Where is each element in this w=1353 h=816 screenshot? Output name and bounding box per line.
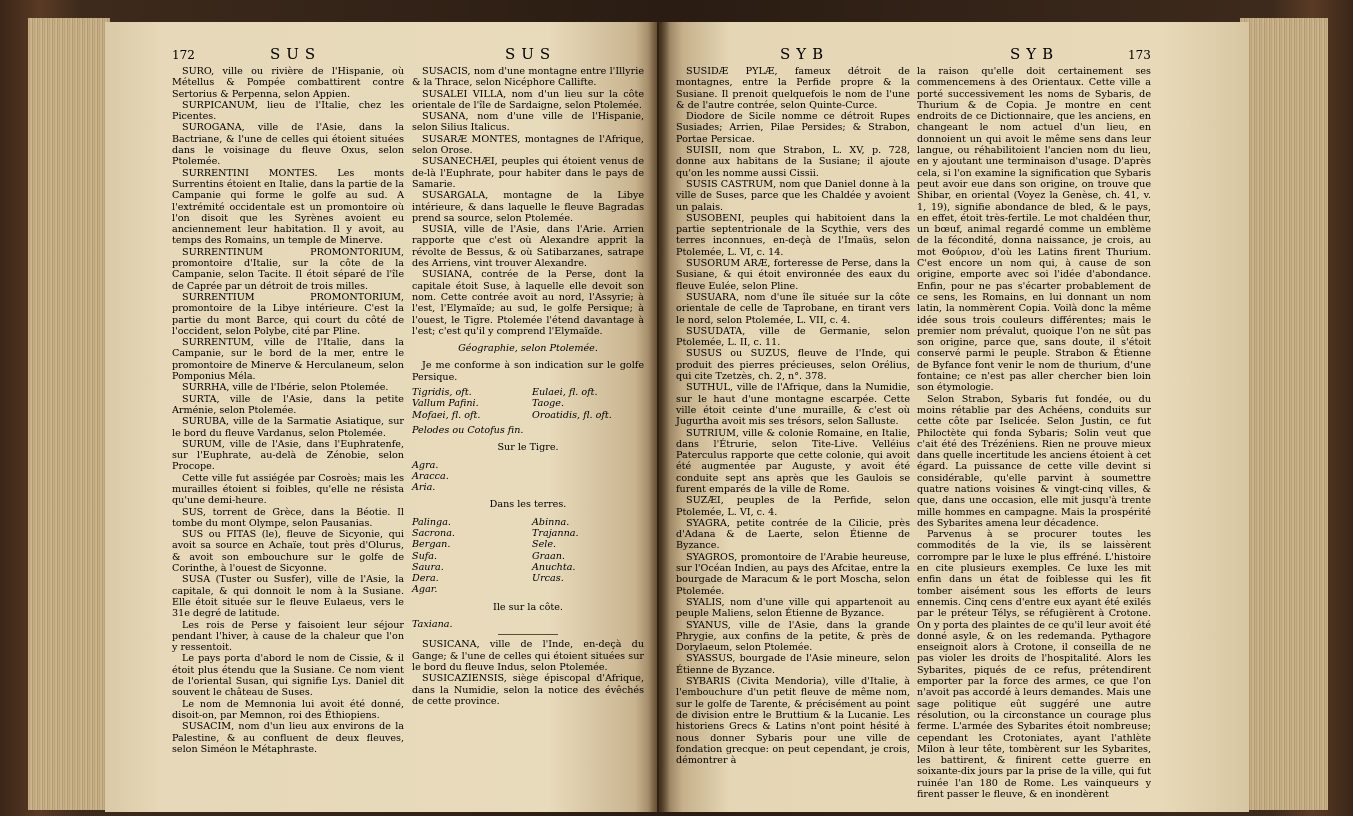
entry: SUSORUM ARÆ, forteresse de Perse, dans la Susiane, & qui étoit environnée des eaux du fleuve Eulée, selon Pline. xyxy=(676,258,910,292)
entry: SYASSUS, bourgade de l'Asie mineure, selon Étienne de Byzance. xyxy=(676,653,910,676)
list-item: Agra. xyxy=(412,459,439,471)
entry: SUZÆI, peuples de la Perfide, selon Ptolemée, L. VI, c. 4. xyxy=(676,495,910,518)
entry: SUSANECHÆI, peuples qui étoient venus de de-là l'Euphrate, pour habiter dans le pays de Samarie. xyxy=(412,156,644,190)
entry: SURO, ville ou rivière de l'Hispanie, où Métellus & Pompée combattirent contre Sertorius & Perpenna, selon Appien. xyxy=(172,66,404,100)
entry: SUSIDÆ PYLÆ, fameux détroit de montagnes, entre la Perfide propre & la Susiane. Il prenoit quelquefois le nom de l'une & de l'autre contrée, selon Quinte-Curce. xyxy=(676,66,910,111)
list-item: Abinna. xyxy=(532,516,570,528)
list-item: Saura. xyxy=(412,561,444,573)
rivers-last xyxy=(412,425,644,436)
column-1 xyxy=(172,66,404,755)
entry: SYAGRA, petite contrée de la Cilicie, près d'Adana & de Laerte, selon Étienne de Byzance. xyxy=(676,517,910,552)
entry: SUSUS ou SUZUS, fleuve de l'Inde, qui produit des pierres précieuses, selon Orélius, qui cite Tzetzès, ch. 2, n°. 378. xyxy=(676,348,910,383)
entry: SUS, torrent de Grèce, dans la Béotie. Il tombe du mont Olympe, selon Pausanias. xyxy=(172,506,404,529)
entry: SYANUS, ville de l'Asie, dans la grande Phrygie, aux confins de la petite, & près de Dorylaeum, selon Ptolemée. xyxy=(676,619,910,654)
right-header-2: SYB xyxy=(1010,45,1060,63)
entry: Cette ville fut assiégée par Cosroès; mais les murailles étoient si foibles, qu'elle ne résista qu'une demi-heure. xyxy=(172,472,404,507)
list-item: Aracca. xyxy=(412,470,449,482)
list-item: Pelodes ou Cotofus fin. xyxy=(412,424,524,436)
entry: SURUM, ville de l'Asie, dans l'Euphratenfe, sur l'Euphrate, au-delà de Zénobie, selon Procope. xyxy=(172,438,404,473)
section-title: Géographie, selon Ptolemée. xyxy=(458,343,598,355)
left-header-1: SUS xyxy=(270,45,322,63)
section-intro: Je me conforme à son indication sur le golfe Persique. xyxy=(412,360,644,383)
left-page-number: 172 xyxy=(172,48,195,62)
entry: SUTRIUM, ville & colonie Romaine, en Italie, dans l'Étrurie, selon Tite-Live. Velléius Paterculus rapporte que cette colonie, qui avoit été augmentée par Auguste, y avoit été conduite sept ans après que les Gaulois se furent emparés de la ville de Rome. xyxy=(676,427,910,495)
entry: SURRENTINI MONTES. Les monts Surrentins étoient en Italie, dans la partie de la Campanie qui forme le golfe au sud. A l'extrémité occidentale est un promontoire où l'on disoit que les Syrènes avoient eu anciennement leur habitation. Il y avoit, au temps des Romains, un temple de Minerve. xyxy=(172,167,404,247)
entry: SUSACIM, nom d'un lieu aux environs de la Palestine, & au confluent de deux fleuves, selon Siméon le Métaphraste. xyxy=(172,721,404,755)
entry: Le pays porta d'abord le nom de Cissie, & il étoit plus étendu que la Susiane. Ce nom vient de l'oriental Susan, qui signifie Lys. Daniel dit souvent le château de Suses. xyxy=(172,653,404,699)
entry: SYAGROS, promontoire de l'Arabie heureuse, sur l'Océan Indien, au pays des Afcitae, entre la bourgade de Maracum & le port Moscha, selon Ptolemée. xyxy=(676,551,910,597)
entry: SUSUDATA, ville de Germanie, selon Ptolemée, L. II, c. 11. xyxy=(676,325,910,349)
list-item: Tigridis, oft. xyxy=(412,387,472,399)
page-edges-left xyxy=(28,18,110,810)
terres-list xyxy=(412,517,644,596)
list-item: Taxiana. xyxy=(412,619,453,631)
list-item: Urcas. xyxy=(532,573,564,585)
entry: SYBARIS (Civita Mendoria), ville d'Italie, à l'embouchure d'un petit fleuve de même nom, sur le golfe de Tarente, & précisément au point de division entre le Bruttium & la Lucanie. Les historiens Grecs & Latins n'ont point hésité à nous donner Sybaris pour une ville de fondation grecque: on peut cependant, je crois, démontrer à xyxy=(676,676,910,767)
tigre-list xyxy=(412,460,644,494)
right-page-number: 173 xyxy=(1128,48,1151,62)
list-item: Oroatidis, fl. oft. xyxy=(532,409,612,421)
entry: SUSALEI VILLA, nom d'un lieu sur la côte orientale de l'île de Sardaigne, selon Ptolemée. xyxy=(412,88,644,111)
entry: Selon Strabon, Sybaris fut fondée, ou du moins rétablie par des Achéens, conduits sur cette côte par Iselicée. Selon Justin, ce fut Philoctète qui fonda Sybaris; Solin veut que c'ait été des Trézéniens. Rien ne prouve mieux dans quelle incertitude les anciens étoient à cet égard. La puissance de cette ville devint si considérable, qu'elle parvint à soumettre quatre nations voisines & vingt-cinq villes, & que, dans une occasion, elle mit jusqu'à trente mille hommes en campagne. Mais la prospérité des Sybarites amena leur décadence. xyxy=(917,393,1151,529)
entry: SUSIA, ville de l'Asie, dans l'Arie. Arrien rapporte que c'est où Alexandre apprit la révolte de Bessus, & où Satibarzanes, satrape des Arriens, vint trouver Alexandre. xyxy=(412,224,644,270)
entry: SURRENTIUM PROMONTORIUM, promontoire de la Libye intérieure. C'est la partie du mont Barce, qui court du côté de l'occident, selon Polybe, cité par Pline. xyxy=(172,291,404,337)
left-header-2: SUS xyxy=(505,45,557,63)
entry: Parvenus à se procurer toutes les commodités de la vie, ils se laissèrent corrompre par le luxe le plus effréné. L'histoire en cite plusieurs exemples. Ce luxe les mit enfin dans un état de foiblesse qui les fit tomber aisément sous les efforts de leurs ennemis. Cinq cens d'entre eux ayant été exilés par le préteur Télys, se réfugièrent à Crotone. On y porta des plaintes de ce qu'il leur avoit été donné asyle, & on les redemanda. Pythagore enseignoit alors à Crotone, il conseilla de ne pas violer les droits de l'hospitalité. Alors les Sybarites, piqués de ce refus, prétendirent emporter par la force des armes, ce que l'on n'avoit pas accordé à leurs demandes. Mais une sage politique eût suggéré une autre résolution, ou la circonstance un courage plus ferme. L'armée des Sybarites étoit nombreuse; cependant les Crotoniates, ayant l'athlète Milon à leur tête, tombèrent sur les Sybarites, les battirent, & finirent cette guerre en soixante-dix jours par la prise de la ville, qui fut ruinée l'an 180 de Rome. Les vainqueurs y firent passer le fleuve, & en inondèrent xyxy=(917,529,1151,800)
list-item: Eulaei, fl. oft. xyxy=(532,387,598,399)
list-item: Taoge. xyxy=(532,398,565,410)
right-header-1: SYB xyxy=(780,45,830,63)
entry: SUSICANA, ville de l'Inde, en-deçà du Gange; & l'une de celles qui étoient situées sur le bord du fleuve Indus, selon Ptolemée. xyxy=(412,639,644,673)
subheading-terres: Dans les terres. xyxy=(489,499,567,511)
entry: Diodore de Sicile nomme ce détroit Rupes Susiades; Arrien, Pilae Persides; & Strabon, Portae Persicae. xyxy=(676,111,910,145)
entry: SURRENTUM, ville de l'Italie, dans la Campanie, sur le bord de la mer, entre le promontoire de Minerve & Herculaneum, selon Pomponius Méla. xyxy=(172,337,404,383)
entry: SUSIS CASTRUM, nom que Daniel donne à la ville de Suses, parce que les Chaldée y avoient un palais. xyxy=(676,178,910,213)
book-gutter xyxy=(648,22,670,812)
entry: SUSICAZIENSIS, siège épiscopal d'Afrique, dans la Numidie, selon la notice des évêchés de cette province. xyxy=(412,673,644,707)
entry: SURRHA, ville de l'Ibérie, selon Ptolemée. xyxy=(182,382,389,394)
entry: SUSUARA, nom d'une île située sur la côte orientale de celle de Taprobane, en tirant vers le nord, selon Ptolemée, L. VII, c. 4. xyxy=(676,291,910,326)
list-item: Graan. xyxy=(532,550,565,562)
list-item: Aria. xyxy=(412,482,436,494)
entry: SUSARÆ MONTES, montagnes de l'Afrique, selon Orose. xyxy=(412,133,644,157)
entry: la raison qu'elle doit certainement ses commencemens à des Orientaux. Cette ville a porté successivement les noms de Sybaris, de Thurium & de Copia. Je montre en cent endroits de ce Dictionnaire, que les anciens, en changeant le nom actuel d'un lieu, en donnoient un qui avoit le même sens dans leur langue, ou réhabilitoient l'ancien nom du lieu, en y ajoutant une terminaison d'usage. D'après cela, si l'on examine la signification que Sybaris peut avoir eue dans son origine, on trouve que Shibar, en oriental (Voyez la Genèse, ch. 41, v. 1, 19), signifie abondance de bled, & le pays, en effet, étoit très-fertile. Le mot chaldéen thur, un bœuf, animal regardé comme un emblème de la fécondité, donna naissance, je crois, au mot Θούριον, d'où les Latins firent Thurium. C'est encore un nom qui, à cause de son origine, emporte avec soi l'idée d'abondance. Enfin, pour ne pas s'écarter probablement de ce sens, les Romains, en lui donnant un nom latin, la nommèrent Copia. Voilà donc la même idée sous trois couleurs différentes; mais le premier nom prévalut, quoique l'on ne sût pas son origine, parce que, sans doute, il s'étoit conservé parmi le peuple. Strabon & Étienne de Byfance font venir le nom de thurium, d'une fontaine; ce n'est pas aller chercher bien loin son étymologie. xyxy=(917,66,1151,394)
entry: SUS ou FITAS (le), fleuve de Sicyonie, qui avoit sa source en Achaïe, tout près d'Olurus, & avoit son embouchure sur le golfe de Corinthe, à l'ouest de Sicyonne. xyxy=(172,529,404,575)
subheading-ile: Ile sur la côte. xyxy=(493,601,563,613)
entry: SURPICANUM, lieu de l'Italie, chez les Picentes. xyxy=(172,99,404,123)
column-3 xyxy=(676,66,910,766)
page-edges-right xyxy=(1240,18,1328,810)
list-item: Anuchta. xyxy=(532,561,576,573)
entry: SUSOBENI, peuples qui habitoient dans la partie septentrionale de la Scythie, vers des terres inconnues, en-deçà de l'Imaüs, selon Ptolemée, L. VI, c. 14. xyxy=(676,212,910,258)
rivers-list xyxy=(412,387,644,421)
list-item: Bergan. xyxy=(412,539,451,551)
entry: SURUBA, ville de la Sarmatie Asiatique, sur le bord du fleuve Vardanus, selon Ptolemée. xyxy=(172,416,404,439)
list-item: Mofaei, fl. oft. xyxy=(412,409,481,421)
list-item: Vallum Pafini. xyxy=(412,398,479,410)
entry: SUSARGALA, montagne de la Libye intérieure, & dans laquelle le fleuve Bagradas prend sa source, selon Ptolemée. xyxy=(412,190,644,224)
entry: SUTHUL, ville de l'Afrique, dans la Numidie, sur le haut d'une montagne escarpée. Cette ville étoit ceinte d'une muraille, & c'est où Jugurtha avoit mis ses trésors, selon Salluste. xyxy=(676,382,910,428)
entry: SUISII, nom que Strabon, L. XV, p. 728, donne aux habitans de la Susiane; il ajoute qu'on les nomme aussi Cissii. xyxy=(676,145,910,179)
entry: SURTA, ville de l'Asie, dans la petite Arménie, selon Ptolemée. xyxy=(172,393,404,416)
column-2 xyxy=(412,66,644,707)
list-item: Palinga. xyxy=(412,516,451,528)
entry: SUSA (Tuster ou Susfer), ville de l'Asie, la capitale, & qui donnoit le nom à la Susiane. Elle étoit située sur le fleuve Eulaeus, vers le 31e degré de latitude. xyxy=(172,574,404,620)
entry: Le nom de Memnonia lui avoit été donné, disoit-on, par Memnon, roi des Éthiopiens. xyxy=(172,698,404,721)
entry: Les rois de Perse y faisoient leur séjour pendant l'hiver, à cause de la chaleur que l'on y ressentoit. xyxy=(172,619,404,654)
list-item: Dera. xyxy=(412,573,439,585)
entry: SUSACIS, nom d'une montagne entre l'Illyrie & la Thrace, selon Nicéphore Callifte. xyxy=(412,66,644,89)
ile-list xyxy=(412,619,644,630)
entry: SUSANA, nom d'une ville de l'Hispanie, selon Silius Italicus. xyxy=(412,111,644,134)
list-item: Trajanna. xyxy=(532,527,579,539)
list-item: Sacrona. xyxy=(412,527,455,539)
list-item: Sele. xyxy=(532,539,557,551)
entry: SUROGANA, ville de l'Asie, dans la Bactriane, & l'une de celles qui étoient situées dans le voisinage du fleuve Oxus, selon Ptolemée. xyxy=(172,122,404,168)
divider xyxy=(498,634,558,635)
list-item: Sufa. xyxy=(412,550,438,562)
entry: SURRENTINUM PROMONTORIUM, promontoire d'Italie, sur la côte de la Campanie, selon Tacite. Il étoit séparé de l'île de Caprée par un détroit de trois milles. xyxy=(172,246,404,292)
list-item: Agar. xyxy=(412,584,438,596)
entry: SUSIANA, contrée de la Perse, dont la capitale étoit Suse, à laquelle elle devoit son nom. Cette contrée avoit au nord, l'Assyrie; à l'est, l'Elymaïde; au sud, le golfe Persique; à l'ouest, le Tigre. Ptolemée l'étend davantage à l'est; c'est qu'il y comprend l'Elymaïde. xyxy=(412,269,644,337)
list-item xyxy=(532,584,644,595)
subheading-tigre: Sur le Tigre. xyxy=(497,442,559,454)
entry: SYALIS, nom d'une ville qui appartenoit au peuple Maliens, selon Étienne de Byzance. xyxy=(676,596,910,620)
column-4 xyxy=(917,66,1151,800)
